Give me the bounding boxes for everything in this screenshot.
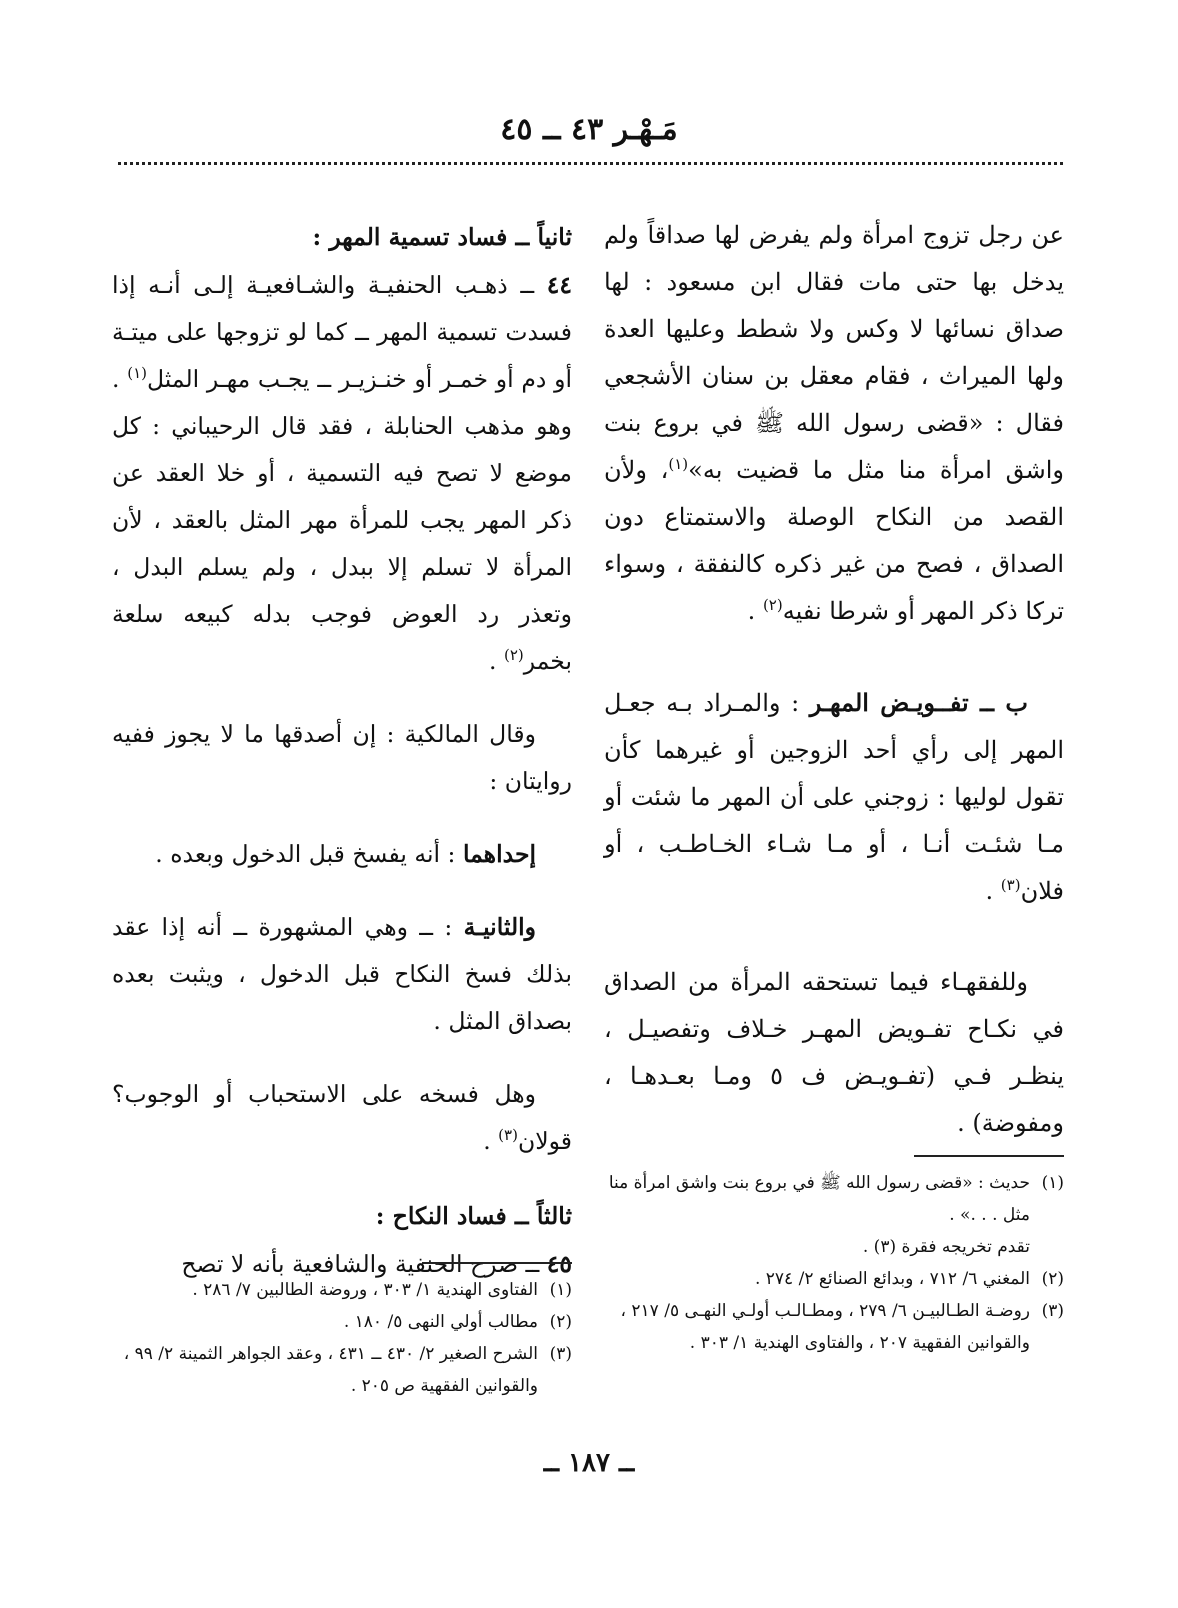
page-number: ــ ١٨٧ ــ [543,1448,635,1478]
footnote-text: الفتاوى الهندية ١/ ٣٠٣ ، وروضة الطالبين ٧/ ٢٨٦ . [192,1280,538,1300]
footnote-number: (٣) [549,1344,572,1364]
footnote-text: حديث : «قضى رسول الله ﷺ في بروع بنت واشق امرأة منا مثل . . .» . [608,1173,1030,1225]
left-column [112,212,572,1288]
right-column [604,212,1064,1147]
section-heading: ثالثاً ــ فساد النكاح : [375,1202,572,1230]
paragraph [112,1071,572,1165]
footnote [112,1306,572,1338]
paragraph-text: : ــ وهي المشهورة ــ أنه إذا عقد بذلك فسخ النكاح قبل الدخول ، ويثبت بعده بصداق المثل . [112,913,572,1035]
footnote-divider [422,1262,572,1264]
footnote-number: (١) [549,1280,572,1300]
paragraph-text: ــ ذهـب الحنفيـة والشـافعيـة إلـى أنـه إذا فسدت تسمية المهر ــ كما لو تزوجها على ميتـة أو دم أو خمـر أو خنـزيـر ــ يجـب مهـر المثل [112,271,572,393]
footnote-ref[interactable]: (١) [127,364,147,383]
punctuation: . [747,597,763,625]
punctuation: . [483,1127,499,1155]
footnotes-right [604,1155,1064,1359]
paragraph [604,679,1064,915]
paragraph [112,262,572,685]
header-dotted-rule [118,162,1063,165]
punctuation: . [489,647,504,675]
paragraph-number: ٤٤ [546,271,572,299]
paragraph-number: ٤٥ [546,1250,572,1278]
footnote [604,1295,1064,1359]
footnote-number: (٣) [1041,1301,1064,1321]
footnote [604,1263,1064,1295]
footnote-ref[interactable]: (٢) [762,596,783,614]
footnote-text: الشرح الصغير ٢/ ٤٣٠ ــ ٤٣١ ، وعقد الجواهر الثمينة ٢/ ٩٩ ، والقوانين الفقهية ص ٢٠٥ . [123,1344,538,1396]
section-heading: ثانياً ــ فساد تسمية المهر : [312,223,572,251]
paragraph: وقال المالكية : إن أصدقها ما لا يجوز ففيه روايتان : [112,720,572,795]
paragraph-text: . وهو مذهب الحنابلة ، فقد قال الرحيباني : كل موضع لا تصح فيه التسمية ، أو خلا العقد عن ذكر المهر يجب للمرأة مهر المثل بالعقد ، لأن المرأة لا تسلم إلا ببدل ، ولم يسلم البدل ، وتعذر رد العوض فوجب بدله كبيعه سلعة بخمر [112,365,572,675]
paragraph-text: وهل فسخه على الاستحباب أو الوجوب؟ قولان [112,1080,572,1155]
paragraph [112,904,572,1045]
footnote-ref[interactable]: (٣) [498,1126,518,1145]
punctuation: . [985,877,1001,905]
footnotes-left [112,1262,572,1402]
footnote [112,1274,572,1306]
footnote-text: مطالب أولي النهى ٥/ ١٨٠ . [343,1312,538,1332]
paragraph-text: ، ولأن القصد من النكاح الوصلة والاستمتاع دون الصداق ، فصح من غير ذكره كالنفقة ، وسواء تركا ذكر المهر أو شرطا نفيه [604,456,1064,625]
paragraph-text: : والمـراد بـه جعـل المهر إلى رأي أحد الزوجين أو غيرهما كأن تقول لوليها : زوجني على أن المهر ما شئت أو مـا شئـت أنـا ، أو مـا شـاء الخـاطـب ، أو فلان [604,689,1064,905]
paragraph [112,831,572,878]
term-label: إحداهما [462,840,536,868]
running-header: مَـهْـر ٤٣ ــ ٤٥ [500,112,678,147]
footnote-text: تقدم تخريجه فقرة (٣) . [862,1237,1030,1257]
footnote-number: (٢) [549,1312,572,1332]
paragraph: وللفقهـاء فيما تستحقه المرأة من الصداق في نكـاح تفـويض المهـر خـلاف وتفصيـل ، ينظـر فـي (تفـويـض ف ٥ ومـا بعـدهـا ، ومفوضة) . [604,968,1065,1137]
footnote-number: (١) [1041,1173,1064,1193]
footnote-ref[interactable]: (٢) [503,646,524,665]
footnote-text: روضـة الطـالبيـن ٦/ ٢٧٩ ، ومطـالـب أولـي النهـى ٥/ ٢١٧ ، والقوانين الفقهية ٢٠٧ ، والفتاوى الهندية ١/ ٣٠٣ . [620,1301,1030,1353]
footnote-divider [914,1155,1064,1157]
footnote-ref[interactable]: (١) [668,455,689,473]
footnote [604,1167,1064,1263]
paragraph-text: ــ صرح الحنفية والشافعية بأنه لا تصح [181,1250,547,1278]
section-subheading: ب ــ تفــويـض المهـر [809,688,1029,717]
paragraph [604,212,1064,635]
footnote-number: (٢) [1041,1269,1064,1289]
paragraph-text: عن رجل تزوج امرأة ولم يفرض لها صداقاً ولم يدخل بها حتى مات فقال ابن مسعود : لها صداق نسائها لا وكس ولا شطط وعليها العدة ولها الميراث ، فقام معقل بن سنان الأشجعي فقال : «قضى رسول الله ﷺ في بروع بنت واشق امرأة منا مثل ما قضيت به» [604,221,1065,484]
term-label: والثانيـة [463,913,536,941]
footnote-ref[interactable]: (٣) [1000,876,1021,894]
footnote-text: المغني ٦/ ٧١٢ ، وبدائع الصنائع ٢/ ٢٧٤ . [754,1269,1030,1289]
paragraph-text: : أنه يفسخ قبل الدخول وبعده . [155,840,463,868]
footnote [112,1338,572,1402]
